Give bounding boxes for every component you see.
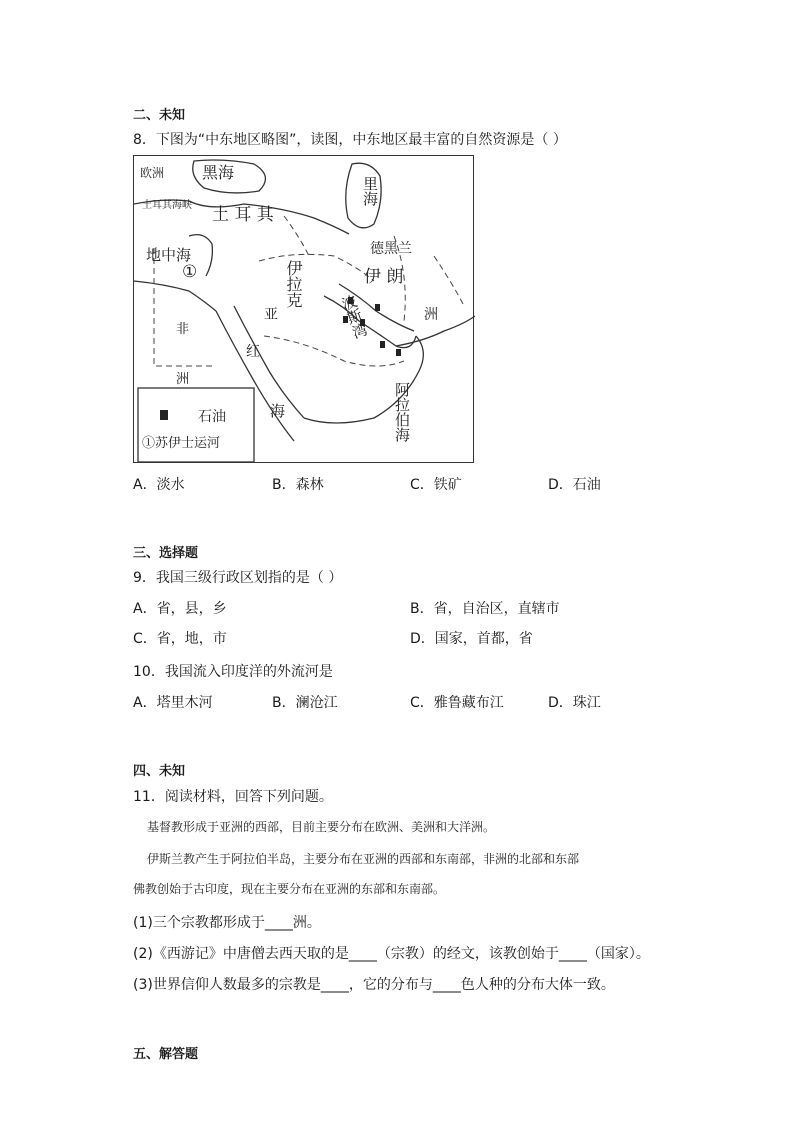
map-label-black-sea: 黑海 xyxy=(202,163,235,182)
question-9-stem: 9．我国三级行政区划指的是（ ） xyxy=(133,570,343,586)
q8-option-c[interactable]: C．铁矿 xyxy=(410,477,462,493)
material-paragraph-1: 基督教形成于亚洲的西部，目前主要分布在欧洲、美洲和大洋洲。 xyxy=(147,820,496,834)
map-label-asia-zhou: 洲 xyxy=(424,307,438,323)
section-heading-5: 五、解答题 xyxy=(133,1047,199,1062)
q10-option-a[interactable]: A．塔里木河 xyxy=(133,695,213,711)
map-label-caspian-sea: 里海 xyxy=(361,176,379,206)
q11-sub-3: (3)世界信仰人数最多的宗教是____，它的分布与____色人种的分布大体一致。 xyxy=(133,977,615,993)
section-heading-3: 三、选择题 xyxy=(133,546,199,561)
q8-option-d[interactable]: D．石油 xyxy=(548,477,601,493)
q8-option-a[interactable]: A．淡水 xyxy=(133,477,185,493)
map-label-arabian-sea: 阿拉伯海 xyxy=(393,382,411,442)
map-label-turkey: 土 耳 其 xyxy=(212,205,274,225)
section-heading-2: 二、未知 xyxy=(133,108,186,123)
material-paragraph-3: 佛教创始于古印度，现在主要分布在亚洲的东部和东南部。 xyxy=(133,882,446,896)
q9-option-c[interactable]: C．省，地，市 xyxy=(133,631,227,647)
map-label-suez-marker: ① xyxy=(182,262,198,282)
q10-option-b[interactable]: B．澜沧江 xyxy=(272,695,338,711)
legend-suez-label: ①苏伊士运河 xyxy=(142,436,221,451)
q9-option-a[interactable]: A．省，县，乡 xyxy=(133,601,227,617)
question-8-stem: 8．下图为“中东地区略图”，读图，中东地区最丰富的自然资源是（ ） xyxy=(133,132,567,148)
map-label-red-sea-1: 红 xyxy=(246,344,260,360)
q9-option-d[interactable]: D．国家，首都，省 xyxy=(410,631,533,647)
map-label-asia: 亚 xyxy=(264,307,278,323)
question-11-stem: 11．阅读材料，回答下列问题。 xyxy=(133,789,333,805)
map-label-persian-gulf: 波斯湾 xyxy=(337,292,371,341)
question-10-stem: 10．我国流入印度洋的外流河是 xyxy=(133,664,333,680)
map-label-iraq: 伊拉克 xyxy=(284,260,303,308)
map-label-mediterranean: 地中海 xyxy=(146,246,192,264)
map-label-europe: 欧洲 xyxy=(140,166,165,180)
q11-sub-2: (2)《西游记》中唐僧去西天取的是____（宗教）的经文，该教创始于____（国家）。 xyxy=(133,946,650,962)
q10-option-c[interactable]: C．雅鲁藏布江 xyxy=(410,695,504,711)
material-paragraph-2: 伊斯兰教产生于阿拉伯半岛，主要分布在亚洲的西部和东南部，非洲的北部和东部 xyxy=(147,852,580,866)
map-label-iran: 伊 朗 xyxy=(364,267,404,287)
section-heading-4: 四、未知 xyxy=(133,764,186,779)
map-label-turkey-strait: 土耳其海峡 xyxy=(142,200,192,211)
legend-oil-label: 石油 xyxy=(198,409,226,425)
map-label-africa-1: 非 xyxy=(176,322,190,337)
map-label-africa-2: 洲 xyxy=(176,372,190,387)
q9-option-b[interactable]: B．省，自治区，直辖市 xyxy=(410,601,560,617)
map-label-red-sea-2: 海 xyxy=(270,402,286,420)
q11-sub-1: (1)三个宗教都形成于____洲。 xyxy=(133,915,321,931)
q8-option-b[interactable]: B．森林 xyxy=(272,477,324,493)
q10-option-d[interactable]: D．珠江 xyxy=(548,695,601,711)
middle-east-map xyxy=(133,155,474,463)
map-label-tehran: 德黑兰 xyxy=(370,241,412,257)
